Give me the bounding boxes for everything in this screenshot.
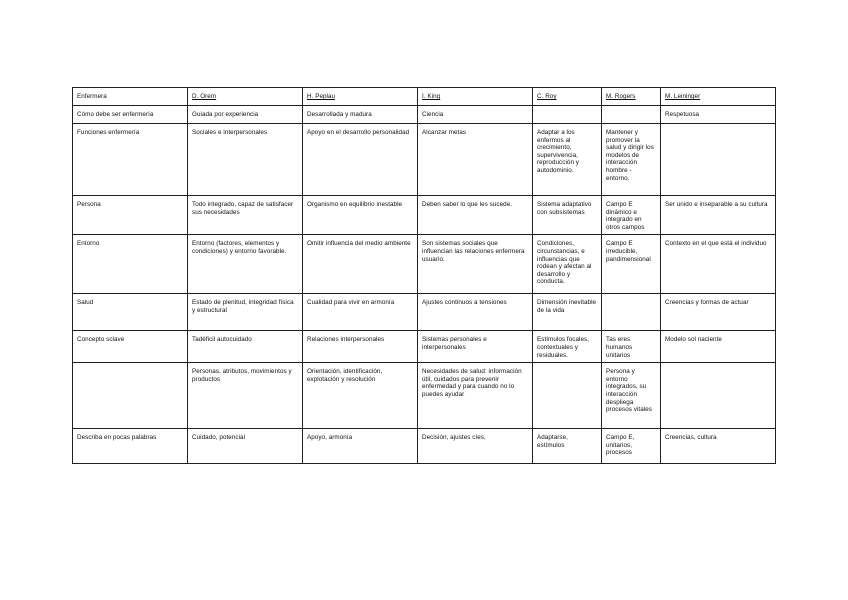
table-cell: Respetuosa [661, 106, 776, 124]
table-cell [533, 106, 602, 124]
table-cell: Sistemas personales e interpersonales [418, 331, 533, 363]
table-cell: Necesidades de salud: información útil, cuidados para prevenir enfermedad y para cuando no lo puedes ayudar [418, 363, 533, 429]
table-cell: Mantener y promover la salud y dirigir los modelos de interacción hombre - entorno. [602, 124, 661, 196]
table-cell: Deben saber lo que les sucede. [418, 196, 533, 235]
table-cell: Desarrollada y madura [303, 106, 418, 124]
table-cell: Cuidado, potencial [188, 429, 303, 464]
table-row [73, 124, 776, 196]
table-cell: Modelo sol naciente [661, 331, 776, 363]
table-cell: Sistema adaptativo con subsistemas [533, 196, 602, 235]
table-row [73, 294, 776, 331]
table-cell [602, 106, 661, 124]
table-cell: Alcanzar metas [418, 124, 533, 196]
table-cell: Ser unido e inseparable a su cultura [661, 196, 776, 235]
row-label-cell: Describa en pocas palabras [73, 429, 188, 464]
row-label-cell: Cómo debe ser enfermería [73, 106, 188, 124]
table-cell: Ciencia [418, 106, 533, 124]
table-cell: Adaptarse, estímulos [533, 429, 602, 464]
table-cell [661, 124, 776, 196]
row-label-cell [73, 363, 188, 429]
nursing-theorists-table [72, 87, 776, 464]
row-label-cell: Funciones enfermería [73, 124, 188, 196]
table-row [73, 235, 776, 294]
table-cell: Guiada por experiencia [188, 106, 303, 124]
table-cell: Apoyo, armonía [303, 429, 418, 464]
table-row [73, 363, 776, 429]
header-cell-peplau: H. Peplau [303, 88, 418, 106]
table-cell: Estado de plenitud, integridad física y estructural [188, 294, 303, 331]
row-label-cell: Persona [73, 196, 188, 235]
header-cell-roy: C. Roy [533, 88, 602, 106]
table-cell: Persona y entorno integrados, su interacción despliega procesos vitales [602, 363, 661, 429]
row-label-cell: Concepto sclave [73, 331, 188, 363]
row-label-cell: Salud [73, 294, 188, 331]
table-cell: Campo E dinámico e integrado en otros campos [602, 196, 661, 235]
table-cell: Contexto en el que está el individuo [661, 235, 776, 294]
table-cell: Decisión, ajustes cíes, [418, 429, 533, 464]
table-cell: Tas eres humanos unitarios [602, 331, 661, 363]
table-row [73, 331, 776, 363]
table-cell: Relaciones interpersonales [303, 331, 418, 363]
table-cell: Ajustes continuos a tensiones [418, 294, 533, 331]
table-cell: Campo E irreducible, pandimensional [602, 235, 661, 294]
table-cell: Apoyo en el desarrollo personalidad [303, 124, 418, 196]
header-cell-rogers: M. Rogers [602, 88, 661, 106]
table-header-row [73, 88, 776, 106]
table-cell: Creencias, cultura [661, 429, 776, 464]
table-row [73, 429, 776, 464]
header-cell-enfermera: Enfermera [73, 88, 188, 106]
table-cell: Son sistemas sociales que influencian las relaciones enfermera usuario. [418, 235, 533, 294]
table-cell: Sociales e interpersonales [188, 124, 303, 196]
table-cell [602, 294, 661, 331]
table-cell: Cualidad para vivir en armonía [303, 294, 418, 331]
row-label-cell: Entorno [73, 235, 188, 294]
table-cell [661, 363, 776, 429]
table-cell: Campo E, unitarios, procesos [602, 429, 661, 464]
table-cell: Organismo en equilibrio inestable [303, 196, 418, 235]
header-cell-orem: D. Orem [188, 88, 303, 106]
header-cell-king: I. King [418, 88, 533, 106]
table-cell: Condiciones, circunstancias, e influencias que rodean y afectan al desarrollo y conducta. [533, 235, 602, 294]
table-cell: Dimensión inevitable de la vida [533, 294, 602, 331]
table-cell: Creencias y formas de actuar [661, 294, 776, 331]
table-cell: Personas, atributos, movimientos y productos [188, 363, 303, 429]
table-cell: Omitir influencia del medio ambiente [303, 235, 418, 294]
table-cell: Entorno (factores, elementos y condiciones) y entorno favorable. [188, 235, 303, 294]
table-cell [533, 363, 602, 429]
table-cell: Todo integrado, capaz de satisfacer sus necesidades [188, 196, 303, 235]
table-row [73, 106, 776, 124]
table-row [73, 196, 776, 235]
header-cell-leininger: M. Leininger [661, 88, 776, 106]
table-cell: Orientación, identificación, explotación y resolución [303, 363, 418, 429]
table-cell: Adaptar a los enfermos al crecimiento, supervivencia, reproducción y autodominio. [533, 124, 602, 196]
table-cell: Tadéficil autocuidado [188, 331, 303, 363]
table-cell: Estímulos focales, contextuales y residuales. [533, 331, 602, 363]
